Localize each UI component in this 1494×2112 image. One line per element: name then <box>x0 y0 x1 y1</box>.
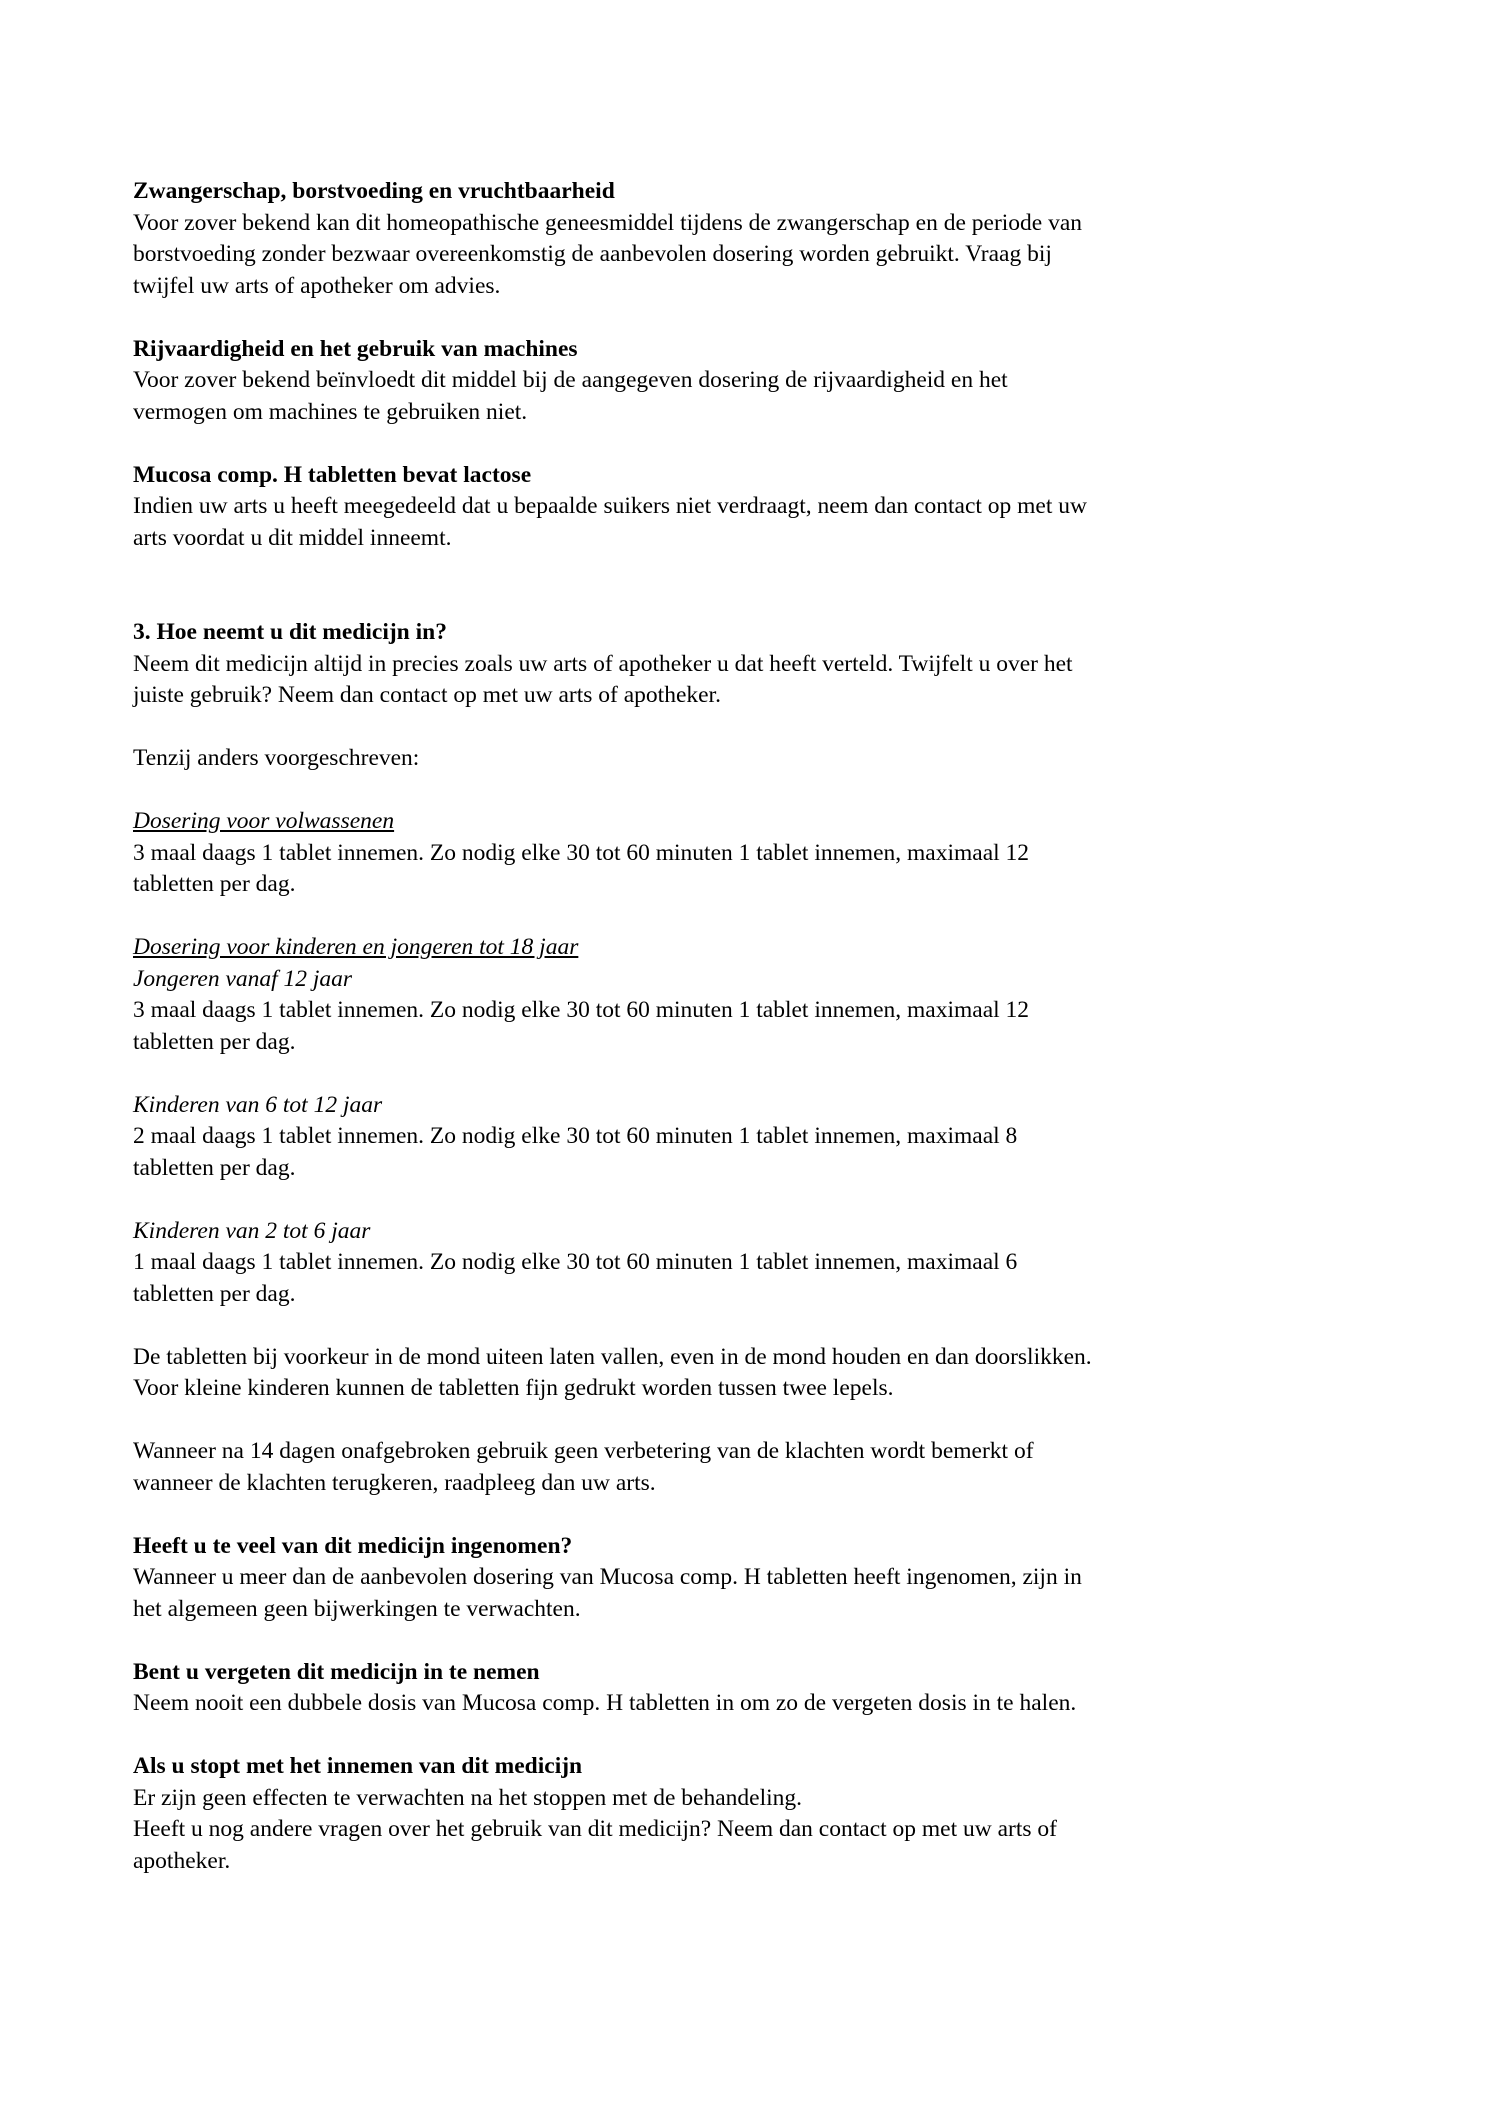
section-geen-verbetering <box>133 1436 1363 1499</box>
text-line: De tabletten bij voorkeur in de mond uiteen laten vallen, even in de mond houden en dan doorslikken. <box>133 1343 1092 1370</box>
text-line: tabletten per dag. <box>133 1028 296 1055</box>
text-line: Neem nooit een dubbele dosis van Mucosa comp. H tabletten in om zo de vergeten dosis in te halen. <box>133 1690 1077 1716</box>
text-line: vermogen om machines te gebruiken niet. <box>133 398 528 425</box>
section-als-u-stopt <box>133 1751 1363 1877</box>
section-heading: Mucosa comp. H tabletten bevat lactose <box>133 461 532 488</box>
section-heading: Rijvaardigheid en het gebruik van machines <box>133 335 578 362</box>
text-line: het algemeen geen bijwerkingen te verwachten. <box>133 1595 581 1622</box>
text-line: juiste gebruik? Neem dan contact op met uw arts of apotheker. <box>133 682 721 708</box>
text-line: 3 maal daags 1 tablet innemen. Zo nodig elke 30 tot 60 minuten 1 tablet innemen, maximaal 12 <box>133 839 1030 866</box>
section-dosering-volwassenen <box>133 806 1363 901</box>
section-heading: Zwangerschap, borstvoeding en vruchtbaarheid <box>133 178 615 204</box>
section-inname-advies <box>133 1342 1363 1405</box>
section-heading: Als u stopt met het innemen van dit medicijn <box>133 1753 583 1779</box>
text-line: borstvoeding zonder bezwaar overeenkomstig de aanbevolen dosering worden gebruikt. Vraag bij <box>133 241 1052 267</box>
section-heading: 3. Hoe neemt u dit medicijn in? <box>133 619 447 645</box>
text-line: Indien uw arts u heeft meegedeeld dat u bepaalde suikers niet verdraagt, neem dan contact op met uw <box>133 493 1087 519</box>
text-line: Voor zover bekend beïnvloedt dit middel bij de aangegeven dosering de rijvaardigheid en het <box>133 367 1008 393</box>
section-dosering-kinderen-jongeren <box>133 932 1363 1058</box>
section-zwangerschap-borstvoeding <box>133 176 1363 302</box>
text-line: wanneer de klachten terugkeren, raadpleeg dan uw arts. <box>133 1469 656 1496</box>
subsection-heading: Dosering voor volwassenen <box>133 808 395 834</box>
text-line: apotheker. <box>133 1847 231 1874</box>
text-line: arts voordat u dit middel inneemt. <box>133 524 452 551</box>
text-line: Voor kleine kinderen kunnen de tabletten fijn gedrukt worden tussen twee lepels. <box>133 1375 894 1401</box>
section-lactose <box>133 460 1363 555</box>
text-line: Wanneer na 14 dagen onafgebroken gebruik geen verbetering van de klachten wordt bemerkt of <box>133 1438 1034 1464</box>
text-line: 2 maal daags 1 tablet innemen. Zo nodig elke 30 tot 60 minuten 1 tablet innemen, maximaal 8 <box>133 1123 1018 1149</box>
subsection-subheading: Kinderen van 6 tot 12 jaar <box>133 1091 383 1118</box>
section-kinderen-2-tot-6 <box>133 1216 1363 1311</box>
section-rijvaardigheid <box>133 334 1363 429</box>
section-kinderen-6-tot-12 <box>133 1090 1363 1185</box>
text-line: 3 maal daags 1 tablet innemen. Zo nodig elke 30 tot 60 minuten 1 tablet innemen, maximaal 12 <box>133 997 1030 1023</box>
section-te-veel-ingenomen <box>133 1531 1363 1626</box>
text-line: Voor zover bekend kan dit homeopathische geneesmiddel tijdens de zwangerschap en de periode van <box>133 209 1083 236</box>
text-line: tabletten per dag. <box>133 871 296 897</box>
text-line: Wanneer u meer dan de aanbevolen dosering van Mucosa comp. H tabletten heeft ingenomen, zijn in <box>133 1564 1082 1590</box>
subsection-heading: Dosering voor kinderen en jongeren tot 18 jaar <box>133 934 579 960</box>
subsection-subheading: Kinderen van 2 tot 6 jaar <box>133 1217 371 1244</box>
text-line: Tenzij anders voorgeschreven: <box>133 745 420 771</box>
section-tenzij-anders <box>133 743 1363 775</box>
section-hoe-neemt-u-dit-medicijn-in <box>133 617 1363 712</box>
text-line: Er zijn geen effecten te verwachten na het stoppen met de behandeling. <box>133 1784 803 1811</box>
text-line: tabletten per dag. <box>133 1154 296 1181</box>
section-heading: Heeft u te veel van dit medicijn ingenomen? <box>133 1532 573 1559</box>
text-line: Heeft u nog andere vragen over het gebruik van dit medicijn? Neem dan contact op met uw arts of <box>133 1816 1057 1842</box>
text-line: 1 maal daags 1 tablet innemen. Zo nodig elke 30 tot 60 minuten 1 tablet innemen, maximaal 6 <box>133 1249 1018 1275</box>
text-line: Neem dit medicijn altijd in precies zoals uw arts of apotheker u dat heeft verteld. Twijfelt u over het <box>133 650 1073 677</box>
text-line: twijfel uw arts of apotheker om advies. <box>133 272 501 299</box>
text-line: tabletten per dag. <box>133 1280 296 1307</box>
section-heading: Bent u vergeten dit medicijn in te nemen <box>133 1658 540 1685</box>
subsection-subheading: Jongeren vanaf 12 jaar <box>133 965 353 992</box>
section-vergeten-in-te-nemen <box>133 1657 1363 1720</box>
leaflet-text-column <box>133 176 1363 1877</box>
